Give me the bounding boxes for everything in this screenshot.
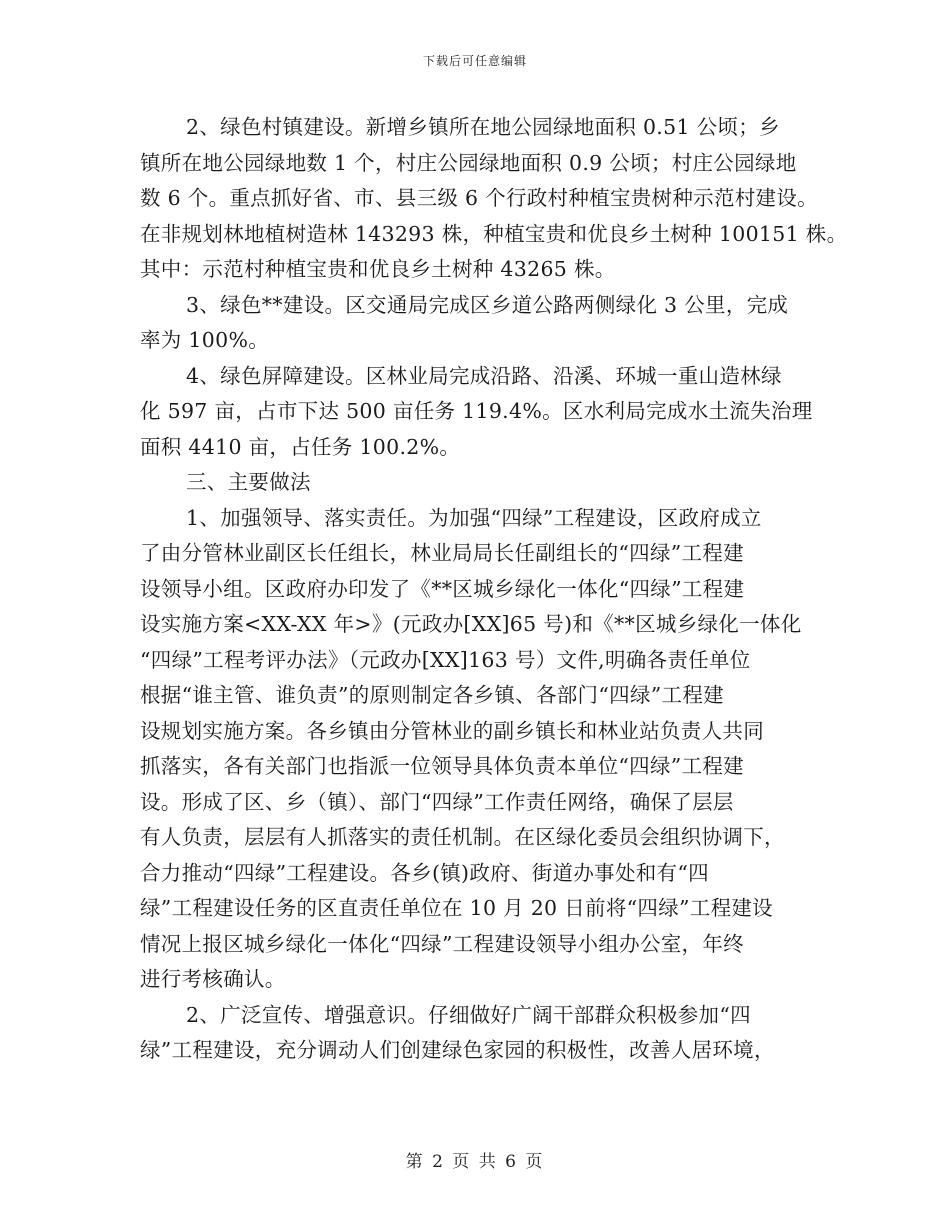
text-line: 有人负责，层层有人抓落实的责任机制。在区绿化委员会组织协调下， bbox=[140, 825, 785, 849]
text-line: 面积 4410 亩，占任务 100.2%。 bbox=[140, 434, 461, 459]
text-line: 了由分管林业副区长任组长，林业局局长任副组长的“四绿”工程建 bbox=[140, 541, 744, 565]
text-line: 化 597 亩，占市下达 500 亩任务 119.4%。区水利局完成水土流失治理 bbox=[140, 399, 813, 423]
text-line: 2、广泛宣传、增强意识。仔细做好广阔干部群众积极参加“四 bbox=[186, 1002, 751, 1027]
text-line: 1、加强领导、落实责任。为加强“四绿”工程建设，区政府成立 bbox=[186, 505, 762, 530]
text-line: 绿”工程建设，充分调动人们创建绿色家园的积极性，改善人居环境， bbox=[140, 1038, 775, 1062]
document-body bbox=[140, 110, 848, 1069]
text-line: 在非规划林地植树造林 143293 株，种植宝贵和优良乡土树种 100151 株。 bbox=[140, 221, 848, 246]
text-line: 进行考核确认。 bbox=[140, 967, 286, 991]
text-line: 抓落实，各有关部门也指派一位领导具体负责本单位“四绿”工程建 bbox=[140, 754, 744, 778]
text-line: 率为 100%。 bbox=[140, 328, 270, 352]
text-line: 设实施方案<XX-XX 年>》(元政办[XX]65 号)和《**区城乡绿化一体化 bbox=[140, 612, 802, 636]
text-line: 设规划实施方案。各乡镇由分管林业的副乡镇长和林业站负责人共同 bbox=[140, 718, 764, 743]
text-line: “四绿”工程考评办法》（元政办[XX]163 号）文件,明确各责任单位 bbox=[140, 647, 751, 672]
text-line: 3、绿色**建设。区交通局完成区乡道公路两侧绿化 3 公里，完成 bbox=[186, 292, 789, 317]
text-line: 4、绿色屏障建设。区林业局完成沿路、沿溪、环城一重山造林绿 bbox=[186, 363, 782, 388]
text-line: 镇所在地公园绿地数 1 个，村庄公园绿地面积 0.9 公顷；村庄公园绿地 bbox=[140, 150, 797, 175]
text-line: 情况上报区城乡绿化一体化“四绿”工程建设领导小组办公室，年终 bbox=[140, 931, 744, 956]
text-line: 绿”工程建设任务的区直责任单位在 10 月 20 日前将“四绿”工程建设 bbox=[140, 896, 773, 920]
text-line: 三、主要做法 bbox=[186, 470, 311, 494]
text-line: 根据“谁主管、谁负责”的原则制定各乡镇、各部门“四绿”工程建 bbox=[140, 683, 724, 707]
text-line: 数 6 个。重点抓好省、市、县三级 6 个行政村种植宝贵树种示范村建设。 bbox=[140, 186, 818, 210]
text-line: 设。形成了区、乡（镇）、部门“四绿”工作责任网络，确保了层层 bbox=[140, 789, 734, 814]
page-number-footer: 第 2 页 共 6 页 bbox=[405, 1152, 545, 1172]
page-header: 下载后可任意编辑 bbox=[422, 54, 527, 68]
text-line: 合力推动“四绿”工程建设。各乡(镇)政府、街道办事处和有“四 bbox=[140, 860, 709, 885]
text-line: 其中：示范村种植宝贵和优良乡土树种 43265 株。 bbox=[140, 257, 616, 281]
text-line: 设领导小组。区政府办印发了《**区城乡绿化一体化“四绿”工程建 bbox=[140, 576, 745, 601]
text-line: 2、绿色村镇建设。新增乡镇所在地公园绿地面积 0.51 公顷；乡 bbox=[186, 115, 780, 139]
